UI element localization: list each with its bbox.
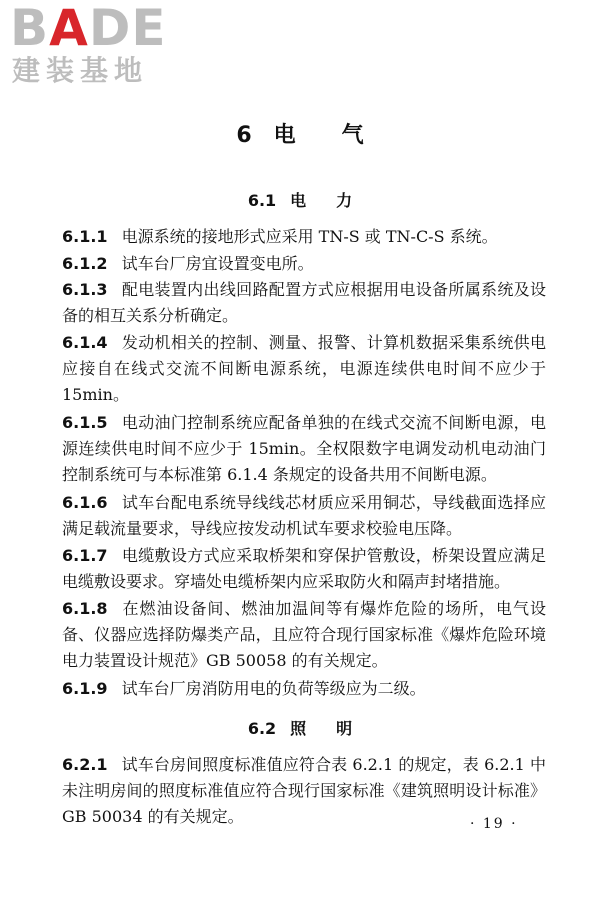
clause-text: 试车台厂房宜设置变电所。 — [121, 254, 314, 273]
section-heading-6-2 — [0, 716, 600, 739]
page-number: · 19 · — [470, 816, 518, 832]
chapter-heading — [0, 118, 600, 149]
clause-number: 6.1.3 — [62, 280, 108, 299]
clause-number: 6.1.2 — [62, 254, 108, 273]
chapter-title-part2: 气 — [341, 123, 364, 148]
clause-6-1-8 — [62, 596, 546, 674]
section-title-part1: 照 — [290, 719, 307, 738]
clause-6-1-1 — [62, 224, 546, 250]
section-title-part2: 力 — [336, 191, 353, 210]
clause-number: 6.1.7 — [62, 546, 108, 565]
clause-6-1-5 — [62, 410, 546, 488]
clause-6-1-4 — [62, 330, 546, 408]
clause-text: 在燃油设备间、燃油加温间等有爆炸危险的场所，电气设备、仪器应选择防爆类产品，且应符合现行国家标准《爆炸危险环境电力装置设计规范》GB 50058 的有关规定。 — [62, 599, 546, 670]
chapter-title-part1: 电 — [273, 123, 296, 148]
clause-6-1-6 — [62, 490, 546, 542]
clause-number: 6.2.1 — [62, 755, 108, 774]
clause-number: 6.1.8 — [62, 599, 108, 618]
brand-logo — [8, 0, 178, 90]
clause-6-1-3 — [62, 277, 546, 329]
clause-text: 电缆敷设方式应采取桥架和穿保护管敷设，桥架设置应满足电缆敷设要求。穿墙处电缆桥架内应采取防火和隔声封堵措施。 — [62, 546, 546, 591]
clause-6-1-2 — [62, 251, 546, 277]
section-number: 6.2 — [247, 719, 277, 738]
clause-number: 6.1.9 — [62, 679, 108, 698]
clause-number: 6.1.1 — [62, 227, 108, 246]
clause-number: 6.1.5 — [62, 413, 108, 432]
clause-text: 试车台配电系统导线线芯材质应采用铜芯，导线截面选择应满足载流量要求，导线应按发动机试车要求校验电压降。 — [62, 493, 546, 538]
chapter-number: 6 — [236, 123, 252, 148]
section-title-part1: 电 — [290, 191, 307, 210]
brand-logo-subtitle: 建装基地 — [12, 54, 149, 87]
clause-text: 发动机相关的控制、测量、报警、计算机数据采集系统供电应接自在线式交流不间断电源系统，电源连续供电时间不应少于 15min。 — [62, 333, 546, 404]
clause-text: 试车台房间照度标准值应符合表 6.2.1 的规定，表 6.2.1 中未注明房间的照度标准值应符合现行国家标准《建筑照明设计标准》GB 50034 的有关规定。 — [62, 755, 546, 826]
section-number: 6.1 — [247, 191, 277, 210]
clause-number: 6.1.6 — [62, 493, 108, 512]
clause-number: 6.1.4 — [62, 333, 108, 352]
section-title-part2: 明 — [336, 719, 353, 738]
clause-text: 配电装置内出线回路配置方式应根据用电设备所属系统及设备的相互关系分析确定。 — [62, 280, 546, 325]
clause-text: 试车台厂房消防用电的负荷等级应为二级。 — [121, 679, 426, 698]
brand-logo-letter-b: B — [10, 0, 50, 57]
brand-logo-wordmark — [10, 0, 167, 58]
brand-logo-letters-de: DE — [88, 0, 167, 57]
clause-6-1-7 — [62, 543, 546, 595]
clause-text: 电源系统的接地形式应采用 TN-S 或 TN-C-S 系统。 — [121, 227, 498, 246]
clause-text: 电动油门控制系统应配备单独的在线式交流不间断电源，电源连续供电时间不应少于 15min。全权限数字电调发动机电动油门控制系统可与本标准第 6.1.4 条规定的设备共用不间断电源。 — [62, 413, 546, 484]
section-heading-6-1 — [0, 188, 600, 211]
brand-logo-letter-a: A — [49, 0, 89, 57]
clause-6-1-9 — [62, 676, 546, 702]
